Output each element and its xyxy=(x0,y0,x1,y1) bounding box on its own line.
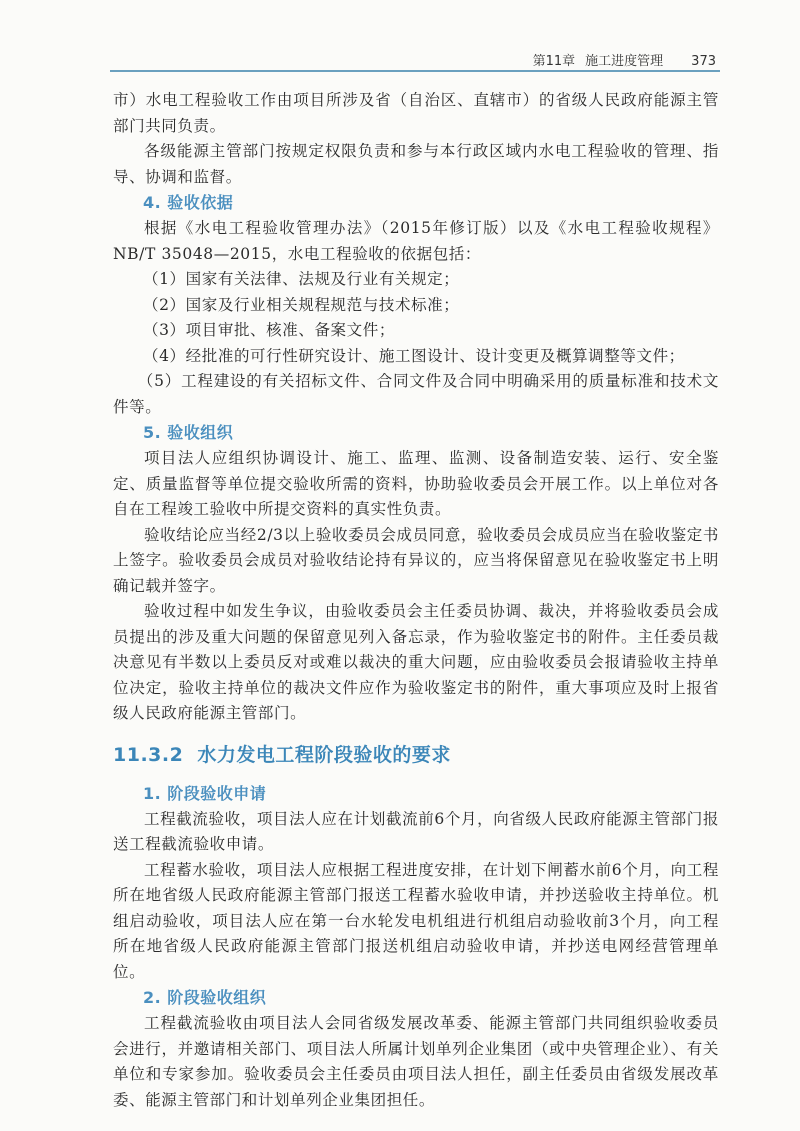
page-body xyxy=(113,88,719,1113)
paragraph-stage-org: 工程截流验收由项目法人会同省级发展改革委、能源主管部门共同组织验收委员会进行，并邀请相关部门、项目法人所属计划单列企业集团（或中央管理企业）、有关单位和专家参加。验收委员会主任委员由项目法人担任，副主任委员由省级发展改革委、能源主管部门和计划单列企业集团担任。 xyxy=(113,1014,719,1109)
paragraph-apply-2: 工程蓄水验收，项目法人应根据工程进度安排，在计划下闸蓄水前6个月，向工程所在地省级人民政府能源主管部门报送工程蓄水验收申请，并抄送验收主持单位。机组启动验收，项目法人应在第一台水轮发电机组进行机组启动验收前3个月，向工程所在地省级人民政府能源主管部门报送机组启动验收申请，并抄送电网经营管理单位。 xyxy=(113,860,719,981)
page-number: 373 xyxy=(691,54,716,69)
section-number: 11.3.2 xyxy=(113,743,184,766)
paragraph-org-2: 验收结论应当经2/3以上验收委员会成员同意，验收委员会成员应当在验收鉴定书上签字。验收委员会成员对验收结论持有异议的，应当将保留意见在验收鉴定书上明确记载并签字。 xyxy=(113,525,719,595)
list-item: （4）经批准的可行性研究设计、施工图设计、设计变更及概算调整等文件； xyxy=(143,346,685,365)
heading-stage-organization: 2. 阶段验收组织 xyxy=(143,988,267,1007)
list-item: （2）国家及行业相关规程规范与技术标准； xyxy=(143,295,460,314)
list-item: （1）国家有关法律、法规及行业有关规定； xyxy=(143,270,460,288)
header-rule xyxy=(110,70,720,72)
section-title: 水力发电工程阶段验收的要求 xyxy=(197,743,451,766)
chapter-number: 第11章 xyxy=(532,54,576,69)
paragraph-org-1: 项目法人应组织协调设计、施工、监理、监测、设备制造安装、运行、安全鉴定、质量监督等单位提交验收所需的资料，协助验收委员会开展工作。以上单位对各自在工程竣工验收中所提交资料的真实性负责。 xyxy=(113,449,719,518)
list-item: （3）项目审批、核准、备案文件； xyxy=(143,321,395,339)
header-text xyxy=(533,50,716,69)
paragraph-continuation: 市）水电工程验收工作由项目所涉及省（自治区、直辖市）的省级人民政府能源主管部门共同负责。 xyxy=(113,91,719,135)
heading-basis: 4. 验收依据 xyxy=(143,193,234,212)
paragraph-levels: 各级能源主管部门按规定权限负责和参与本行政区域内水电工程验收的管理、指导、协调和监督。 xyxy=(113,142,719,186)
running-header xyxy=(0,0,800,72)
paragraph-apply-1: 工程截流验收，项目法人应在计划截流前6个月，向省级人民政府能源主管部门报送工程截流验收申请。 xyxy=(113,809,719,853)
heading-organization: 5. 验收组织 xyxy=(143,423,234,442)
list-item: （5）工程建设的有关招标文件、合同文件及合同中明确采用的质量标准和技术文件等。 xyxy=(113,372,719,416)
chapter-title: 施工进度管理 xyxy=(585,54,664,69)
heading-application: 1. 阶段验收申请 xyxy=(143,783,267,803)
section-heading xyxy=(113,741,719,769)
paragraph-basis: 根据《水电工程验收管理办法》（2015年修订版）以及《水电工程验收规程》NB/T 35048—2015，水电工程验收的依据包括： xyxy=(113,219,719,263)
paragraph-org-3: 验收过程中如发生争议，由验收委员会主任委员协调、裁决，并将验收委员会成员提出的涉及重大问题的保留意见列入备忘录，作为验收鉴定书的附件。主任委员裁决意见有半数以上委员反对或难以裁决的重大问题，应由验收委员会报请验收主持单位决定，验收主持单位的裁决文件应作为验收鉴定书的附件，重大事项应及时上报省级人民政府能源主管部门。 xyxy=(113,602,719,722)
